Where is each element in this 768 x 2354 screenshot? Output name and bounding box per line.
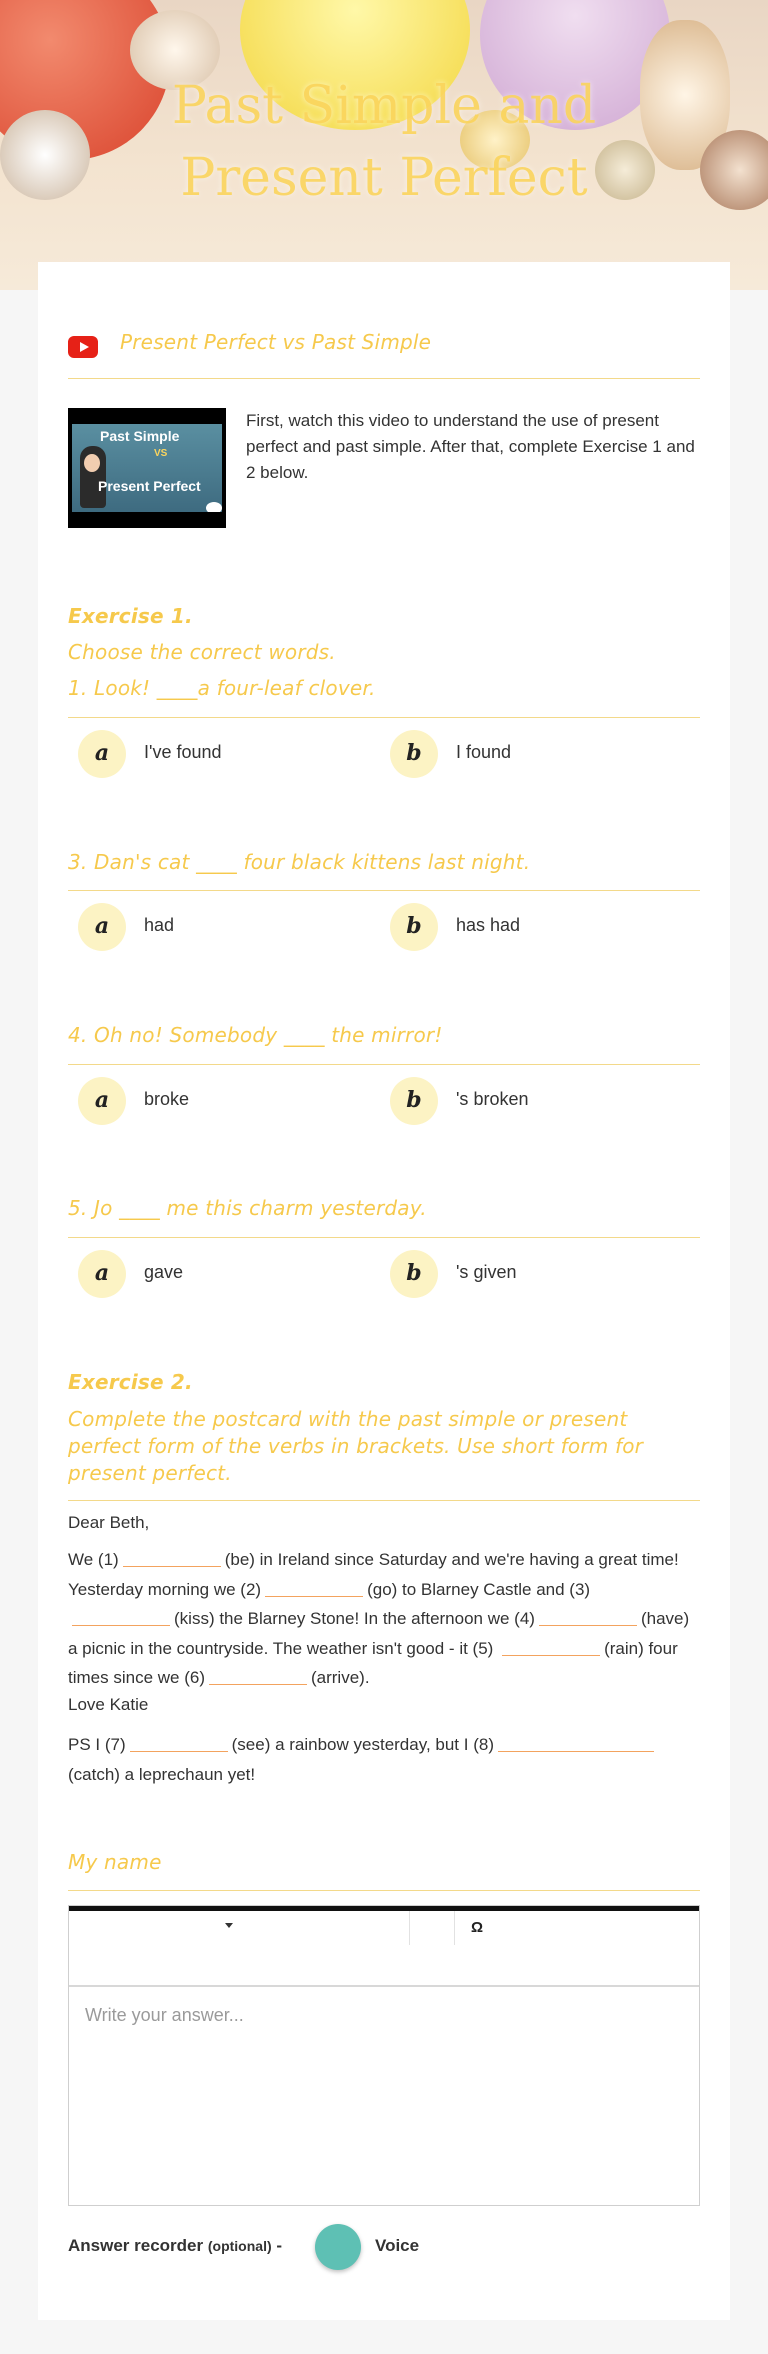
question-1: 1. Look! ____a four-leaf clover. — [68, 676, 376, 700]
thumb-text-2: VS — [154, 448, 168, 459]
video-instructions: First, watch this video to understand the use of present perfect and past simple. After that, complete Exercise 1 and 2 below. — [246, 411, 695, 482]
youtube-icon — [68, 336, 98, 358]
option-letter-a: a — [78, 903, 126, 951]
option-letter-b: b — [390, 1250, 438, 1298]
special-character-button[interactable]: Ω — [471, 1919, 484, 1936]
postcard-text: (arrive). — [310, 1668, 370, 1687]
recorder-optional-text: (optional) — [207, 2238, 272, 2254]
postcard-text: (have) a picnic in the countryside. The weather isn't good - it (5) — [68, 1609, 690, 1658]
postcard-greeting: Dear Beth, — [68, 1513, 150, 1532]
exercise2-title: Exercise 2. — [68, 1370, 193, 1394]
blank-6-input[interactable] — [209, 1669, 307, 1685]
q1-option-a[interactable] — [78, 730, 358, 780]
thumb-text-3: Present Perfect — [98, 478, 201, 494]
video-heading: Present Perfect vs Past Simple — [120, 330, 432, 354]
option-letter-a: a — [78, 1250, 126, 1298]
divider — [68, 1237, 700, 1238]
exercise2-subtitle: Complete the postcard with the past simple or present perfect form of the verbs in brackets. Use short form for present perfect. — [68, 1407, 644, 1485]
format-dropdown-chevron-icon[interactable] — [225, 1923, 233, 1928]
header-banner — [0, 0, 768, 290]
option-label: gave — [144, 1262, 184, 1282]
blank-8-input[interactable] — [498, 1736, 654, 1752]
option-label: 's given — [456, 1262, 517, 1282]
question-3: 3. Dan's cat ____ four black kittens last night. — [68, 850, 531, 874]
option-letter-b: b — [390, 730, 438, 778]
q4-option-b[interactable] — [390, 1077, 670, 1127]
page-title: Past Simple and Present Perfect — [171, 76, 597, 208]
blank-4-input[interactable] — [539, 1610, 637, 1626]
q3-option-a[interactable] — [78, 903, 358, 953]
divider — [68, 1890, 700, 1891]
answer-placeholder: Write your answer... — [85, 2005, 244, 2025]
presenter-face — [84, 454, 100, 472]
exercise1-subtitle: Choose the correct words. — [68, 640, 336, 664]
divider — [68, 1064, 700, 1065]
q3-option-b[interactable] — [390, 903, 670, 953]
question-4: 4. Oh no! Somebody ____ the mirror! — [68, 1023, 443, 1047]
option-letter-a: a — [78, 1077, 126, 1125]
divider — [68, 378, 700, 379]
option-label: broke — [144, 1089, 190, 1109]
postcard-text: (see) a rainbow yesterday, but I (8) — [231, 1735, 494, 1754]
answer-editor — [68, 1905, 700, 2206]
recorder-label-text: Answer recorder — [68, 2236, 204, 2255]
blank-2-input[interactable] — [265, 1581, 363, 1597]
toolbar-divider — [454, 1911, 455, 1945]
option-letter-a: a — [78, 730, 126, 778]
q5-option-b[interactable] — [390, 1250, 670, 1300]
option-label: had — [144, 915, 175, 935]
postcard-signoff: Love Katie — [68, 1695, 149, 1714]
option-letter-b: b — [390, 1077, 438, 1125]
postcard-text: (catch) a leprechaun yet! — [68, 1764, 256, 1784]
thumb-text-1: Past Simple — [100, 428, 180, 444]
divider — [68, 890, 700, 891]
voice-label: Voice — [375, 2236, 420, 2255]
postcard-text: (be) in Ireland since Saturday and we're having a great time! Yesterday morning we (2) — [68, 1550, 679, 1599]
record-voice-button[interactable] — [315, 2224, 361, 2270]
name-label: My name — [68, 1850, 162, 1874]
divider — [68, 1500, 700, 1501]
blank-5-input[interactable] — [502, 1640, 600, 1656]
blank-7-input[interactable] — [130, 1736, 228, 1752]
recorder-dash: - — [276, 2236, 283, 2255]
q1-option-b[interactable] — [390, 730, 670, 780]
exercise1-title: Exercise 1. — [68, 604, 193, 628]
toolbar-divider — [409, 1911, 410, 1945]
blank-1-input[interactable] — [123, 1551, 221, 1567]
video-thumbnail[interactable] — [68, 408, 226, 528]
postcard-ps — [68, 1730, 700, 1789]
divider — [68, 717, 700, 718]
editor-toolbar — [69, 1911, 699, 1987]
q4-option-a[interactable] — [78, 1077, 358, 1127]
postcard-body — [68, 1545, 700, 1693]
postcard-text: (kiss) the Blarney Stone! In the afternoon we (4) — [174, 1609, 535, 1628]
postcard-text: We (1) — [68, 1550, 119, 1569]
answer-recorder-label — [68, 2236, 282, 2256]
question-5: 5. Jo ____ me this charm yesterday. — [68, 1196, 427, 1220]
option-label: I found — [456, 742, 512, 762]
option-label: has had — [456, 915, 521, 935]
postcard-text: (rain) four times since we (6) — [68, 1638, 678, 1687]
postcard-text: PS I (7) — [68, 1735, 126, 1754]
option-letter-b: b — [390, 903, 438, 951]
option-label: 's broken — [456, 1089, 529, 1109]
worksheet-card — [38, 262, 730, 2320]
blank-3-input[interactable] — [72, 1610, 170, 1626]
postcard-text: (go) to Blarney Castle and (3) — [367, 1579, 591, 1599]
answer-textarea[interactable] — [69, 1987, 699, 2205]
option-label: I've found — [144, 742, 222, 762]
q5-option-a[interactable] — [78, 1250, 358, 1300]
channel-logo-icon — [206, 502, 222, 512]
